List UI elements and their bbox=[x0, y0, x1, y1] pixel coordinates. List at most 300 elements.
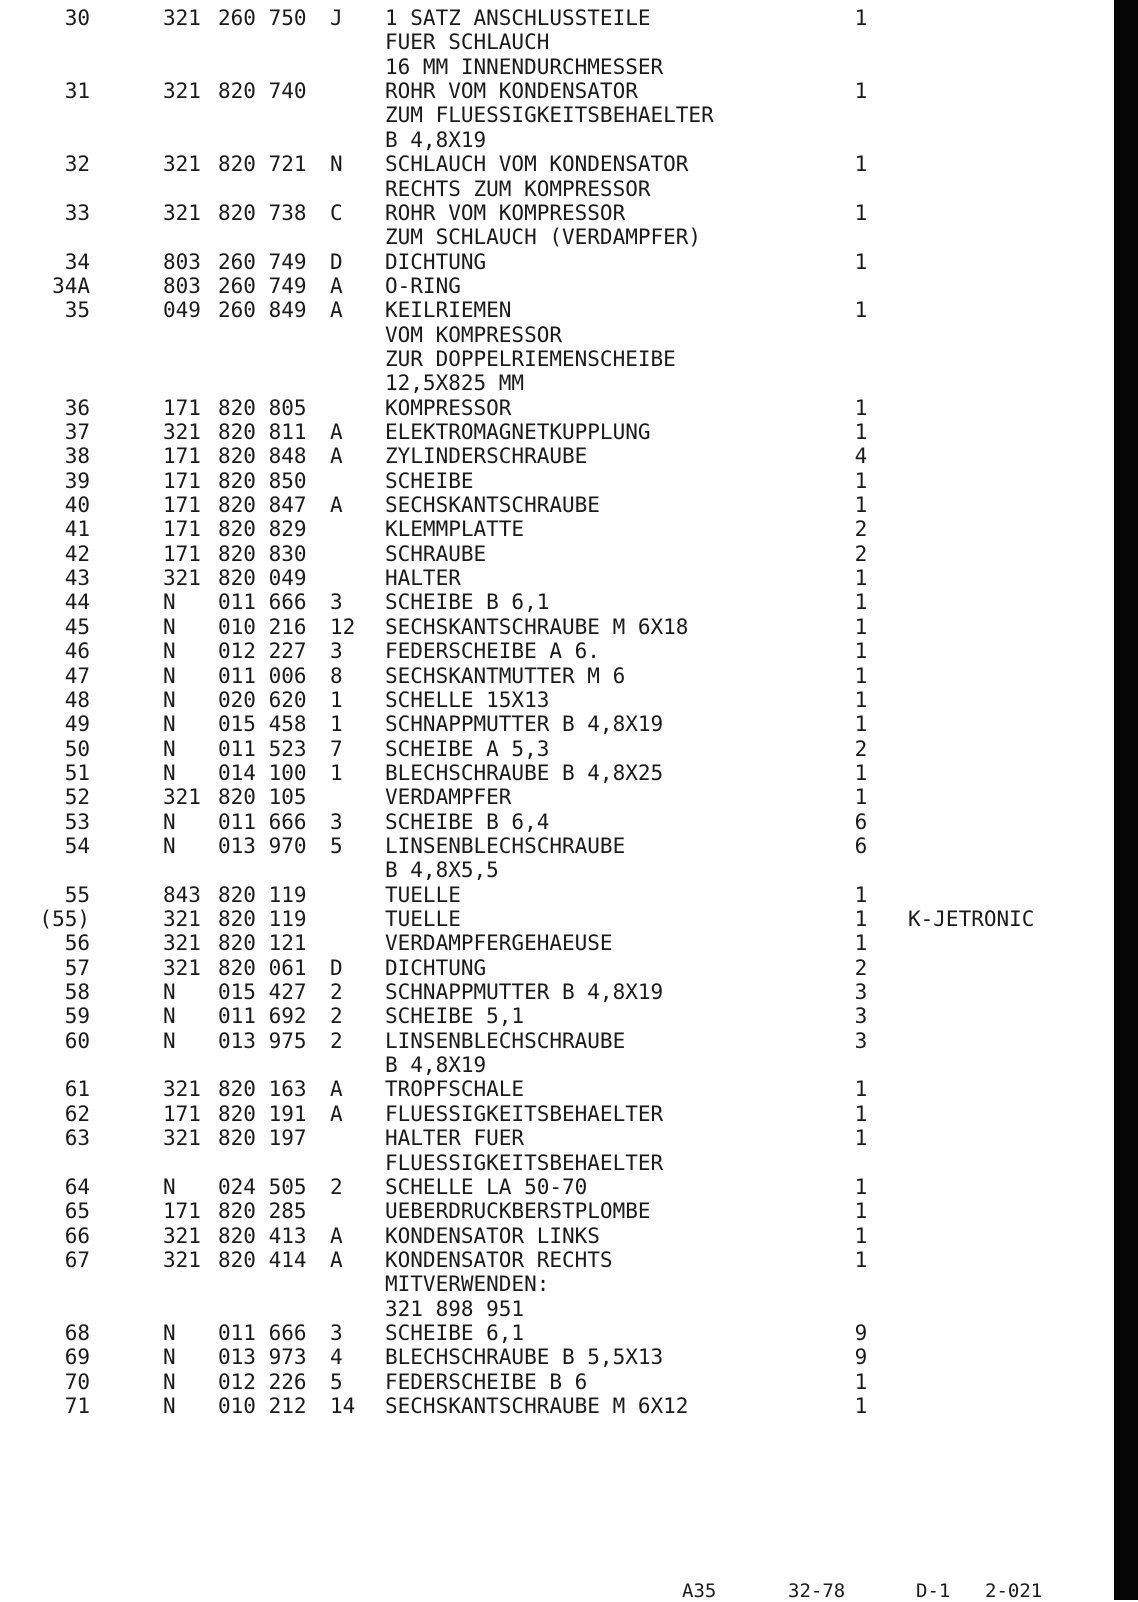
part-number: 820 285 bbox=[218, 1199, 307, 1224]
quantity: 6 bbox=[854, 833, 868, 858]
parts-row bbox=[0, 1029, 1114, 1053]
part-index: 5 bbox=[330, 833, 343, 858]
part-prefix: 321 bbox=[163, 566, 201, 591]
description: VERDAMPFER bbox=[385, 785, 512, 810]
parts-row bbox=[0, 6, 1114, 30]
part-number: 820 105 bbox=[218, 785, 307, 810]
parts-row bbox=[0, 785, 1114, 809]
quantity: 3 bbox=[854, 1028, 868, 1053]
parts-row bbox=[0, 323, 1114, 347]
part-index: 7 bbox=[330, 736, 343, 761]
position-number: 50 bbox=[64, 736, 90, 761]
quantity: 1 bbox=[854, 590, 868, 615]
part-prefix: 171 bbox=[163, 517, 201, 542]
part-prefix: 321 bbox=[163, 79, 201, 104]
description: SCHEIBE bbox=[385, 468, 474, 493]
part-index: J bbox=[330, 6, 343, 30]
description: TUELLE bbox=[385, 907, 461, 931]
description: ROHR VOM KOMPRESSOR bbox=[385, 200, 626, 225]
part-number: 020 620 bbox=[218, 687, 307, 712]
part-number: 014 100 bbox=[218, 760, 307, 785]
quantity: 1 bbox=[854, 152, 868, 177]
description: FUER SCHLAUCH bbox=[385, 30, 550, 55]
description: SCHEIBE B 6,1 bbox=[385, 590, 550, 615]
parts-row bbox=[0, 79, 1114, 103]
description: KOMPRESSOR bbox=[385, 395, 512, 420]
parts-row bbox=[0, 834, 1114, 858]
parts-row bbox=[0, 566, 1114, 590]
part-prefix: 843 bbox=[163, 882, 201, 907]
part-prefix: 803 bbox=[163, 249, 201, 274]
parts-row bbox=[0, 298, 1114, 322]
part-number: 820 119 bbox=[218, 882, 307, 907]
parts-row bbox=[0, 177, 1114, 201]
part-prefix: 171 bbox=[163, 493, 201, 517]
quantity: 1 bbox=[854, 1174, 868, 1199]
quantity: 1 bbox=[854, 639, 868, 664]
description: LINSENBLECHSCHRAUBE bbox=[385, 1028, 626, 1053]
part-number: 820 830 bbox=[218, 541, 307, 566]
description: ZUM FLUESSIGKEITSBEHAELTER bbox=[385, 103, 714, 128]
part-number: 012 226 bbox=[218, 1369, 307, 1394]
position-number: 46 bbox=[64, 639, 90, 664]
quantity: 1 bbox=[854, 931, 868, 956]
description: DICHTUNG bbox=[385, 955, 487, 980]
part-index: D bbox=[330, 955, 343, 980]
parts-row bbox=[0, 1199, 1114, 1223]
position-number: 61 bbox=[64, 1077, 90, 1102]
parts-row bbox=[0, 931, 1114, 955]
description: SCHRAUBE bbox=[385, 541, 487, 566]
description: 16 MM INNENDURCHMESSER bbox=[385, 54, 664, 79]
position-number: 37 bbox=[64, 420, 90, 444]
quantity: 3 bbox=[854, 980, 868, 1004]
parts-row bbox=[0, 1077, 1114, 1101]
quantity: 1 bbox=[854, 200, 868, 225]
description: SCHNAPPMUTTER B 4,8X19 bbox=[385, 712, 664, 737]
parts-row bbox=[0, 1370, 1114, 1394]
footer-ref: 2-021 bbox=[985, 1580, 1043, 1602]
description: SECHSKANTSCHRAUBE M 6X18 bbox=[385, 614, 689, 639]
description: VOM KOMPRESSOR bbox=[385, 322, 563, 347]
description: 321 898 951 bbox=[385, 1296, 525, 1321]
part-number: 820 848 bbox=[218, 444, 307, 469]
part-prefix: 803 bbox=[163, 273, 201, 298]
position-number: 33 bbox=[64, 200, 90, 225]
part-index: A bbox=[330, 1223, 343, 1248]
part-number: 260 749 bbox=[218, 273, 307, 298]
parts-row bbox=[0, 1345, 1114, 1369]
parts-row bbox=[0, 1248, 1114, 1272]
part-index: A bbox=[330, 420, 343, 444]
description: HALTER FUER bbox=[385, 1126, 525, 1151]
part-number: 011 666 bbox=[218, 809, 307, 834]
part-index: 5 bbox=[330, 1369, 343, 1394]
parts-row bbox=[0, 55, 1114, 79]
part-prefix: 321 bbox=[163, 152, 201, 177]
part-number: 260 749 bbox=[218, 249, 307, 274]
part-prefix: N bbox=[163, 1028, 176, 1053]
quantity: 1 bbox=[854, 907, 868, 931]
position-number: (55) bbox=[39, 907, 90, 931]
parts-row bbox=[0, 590, 1114, 614]
quantity: 1 bbox=[854, 1077, 868, 1102]
parts-row bbox=[0, 810, 1114, 834]
description: ELEKTROMAGNETKUPPLUNG bbox=[385, 420, 651, 444]
part-index: A bbox=[330, 298, 343, 323]
position-number: 31 bbox=[64, 79, 90, 104]
part-prefix: 171 bbox=[163, 444, 201, 469]
description: B 4,8X19 bbox=[385, 1053, 487, 1077]
part-number: 820 197 bbox=[218, 1126, 307, 1151]
parts-row bbox=[0, 347, 1114, 371]
part-prefix: 321 bbox=[163, 1126, 201, 1151]
quantity: 2 bbox=[854, 955, 868, 980]
description: KEILRIEMEN bbox=[385, 298, 512, 323]
part-number: 820 413 bbox=[218, 1223, 307, 1248]
part-prefix: N bbox=[163, 663, 176, 688]
parts-row bbox=[0, 274, 1114, 298]
parts-row bbox=[0, 128, 1114, 152]
parts-row bbox=[0, 1126, 1114, 1150]
part-index: 3 bbox=[330, 590, 343, 615]
part-index: A bbox=[330, 1101, 343, 1126]
part-prefix: 321 bbox=[163, 931, 201, 956]
part-prefix: N bbox=[163, 1394, 176, 1418]
part-prefix: N bbox=[163, 1174, 176, 1199]
part-prefix: 321 bbox=[163, 1223, 201, 1248]
part-index: 4 bbox=[330, 1345, 343, 1370]
parts-row bbox=[0, 152, 1114, 176]
description: VERDAMPFERGEHAEUSE bbox=[385, 931, 613, 956]
position-number: 35 bbox=[64, 298, 90, 323]
quantity: 1 bbox=[854, 712, 868, 737]
quantity: 1 bbox=[854, 1369, 868, 1394]
position-number: 53 bbox=[64, 809, 90, 834]
description: HALTER bbox=[385, 566, 461, 591]
part-prefix: 321 bbox=[163, 1247, 201, 1272]
position-number: 67 bbox=[64, 1247, 90, 1272]
part-number: 011 523 bbox=[218, 736, 307, 761]
quantity: 1 bbox=[854, 420, 868, 444]
parts-row bbox=[0, 688, 1114, 712]
part-index: 2 bbox=[330, 1004, 343, 1029]
parts-row bbox=[0, 250, 1114, 274]
description: BLECHSCHRAUBE B 5,5X13 bbox=[385, 1345, 664, 1370]
description: SCHEIBE A 5,3 bbox=[385, 736, 550, 761]
parts-row bbox=[0, 1175, 1114, 1199]
description: 12,5X825 MM bbox=[385, 371, 525, 396]
part-prefix: 171 bbox=[163, 468, 201, 493]
description: KLEMMPLATTE bbox=[385, 517, 525, 542]
remark: K-JETRONIC bbox=[908, 907, 1035, 931]
part-number: 011 666 bbox=[218, 590, 307, 615]
position-number: 38 bbox=[64, 444, 90, 469]
quantity: 3 bbox=[854, 1004, 868, 1029]
part-index: 8 bbox=[330, 663, 343, 688]
part-prefix: 321 bbox=[163, 6, 201, 30]
part-prefix: N bbox=[163, 1320, 176, 1345]
part-number: 260 750 bbox=[218, 6, 307, 30]
description: SCHELLE 15X13 bbox=[385, 687, 550, 712]
description: SECHSKANTSCHRAUBE bbox=[385, 493, 600, 517]
part-number: 013 973 bbox=[218, 1345, 307, 1370]
parts-row bbox=[0, 1394, 1114, 1418]
part-number: 015 427 bbox=[218, 980, 307, 1004]
parts-row bbox=[0, 1224, 1114, 1248]
part-index: 3 bbox=[330, 639, 343, 664]
part-number: 820 061 bbox=[218, 955, 307, 980]
quantity: 1 bbox=[854, 1101, 868, 1126]
description: RECHTS ZUM KOMPRESSOR bbox=[385, 176, 651, 201]
part-number: 820 414 bbox=[218, 1247, 307, 1272]
scan-edge bbox=[1114, 0, 1138, 1600]
position-number: 42 bbox=[64, 541, 90, 566]
quantity: 2 bbox=[854, 517, 868, 542]
position-number: 45 bbox=[64, 614, 90, 639]
part-number: 820 191 bbox=[218, 1101, 307, 1126]
part-index: D bbox=[330, 249, 343, 274]
quantity: 1 bbox=[854, 395, 868, 420]
part-number: 820 121 bbox=[218, 931, 307, 956]
part-number: 012 227 bbox=[218, 639, 307, 664]
parts-row bbox=[0, 517, 1114, 541]
position-number: 70 bbox=[64, 1369, 90, 1394]
parts-row bbox=[0, 1297, 1114, 1321]
position-number: 40 bbox=[64, 493, 90, 517]
part-prefix: N bbox=[163, 639, 176, 664]
quantity: 9 bbox=[854, 1320, 868, 1345]
quantity: 6 bbox=[854, 809, 868, 834]
part-number: 820 847 bbox=[218, 493, 307, 517]
quantity: 1 bbox=[854, 785, 868, 810]
description: SCHEIBE 6,1 bbox=[385, 1320, 525, 1345]
part-number: 011 666 bbox=[218, 1320, 307, 1345]
part-prefix: N bbox=[163, 712, 176, 737]
description: TROPFSCHALE bbox=[385, 1077, 525, 1102]
description: SCHNAPPMUTTER B 4,8X19 bbox=[385, 980, 664, 1004]
position-number: 49 bbox=[64, 712, 90, 737]
parts-row bbox=[0, 737, 1114, 761]
part-number: 820 721 bbox=[218, 152, 307, 177]
description: BLECHSCHRAUBE B 4,8X25 bbox=[385, 760, 664, 785]
part-prefix: N bbox=[163, 687, 176, 712]
part-number: 820 740 bbox=[218, 79, 307, 104]
footer-date: 32-78 bbox=[788, 1580, 846, 1602]
part-prefix: N bbox=[163, 614, 176, 639]
part-prefix: N bbox=[163, 590, 176, 615]
part-index: C bbox=[330, 200, 343, 225]
quantity: 1 bbox=[854, 468, 868, 493]
position-number: 58 bbox=[64, 980, 90, 1004]
parts-row bbox=[0, 493, 1114, 517]
part-index: 1 bbox=[330, 687, 343, 712]
part-number: 820 119 bbox=[218, 907, 307, 931]
description: TUELLE bbox=[385, 882, 461, 907]
part-number: 013 975 bbox=[218, 1028, 307, 1053]
description: B 4,8X19 bbox=[385, 127, 487, 152]
description: FLUESSIGKEITSBEHAELTER bbox=[385, 1101, 664, 1126]
quantity: 1 bbox=[854, 79, 868, 104]
quantity: 1 bbox=[854, 6, 868, 30]
quantity: 2 bbox=[854, 541, 868, 566]
part-number: 011 692 bbox=[218, 1004, 307, 1029]
parts-row bbox=[0, 103, 1114, 127]
position-number: 56 bbox=[64, 931, 90, 956]
part-index: A bbox=[330, 444, 343, 469]
position-number: 48 bbox=[64, 687, 90, 712]
part-index: 2 bbox=[330, 1028, 343, 1053]
part-number: 820 805 bbox=[218, 395, 307, 420]
quantity: 1 bbox=[854, 663, 868, 688]
parts-row bbox=[0, 542, 1114, 566]
quantity: 1 bbox=[854, 493, 868, 517]
description: ZUR DOPPELRIEMENSCHEIBE bbox=[385, 346, 676, 371]
part-index: 12 bbox=[330, 614, 356, 639]
parts-row bbox=[0, 469, 1114, 493]
part-number: 024 505 bbox=[218, 1174, 307, 1199]
description: ROHR VOM KONDENSATOR bbox=[385, 79, 638, 104]
position-number: 32 bbox=[64, 152, 90, 177]
part-prefix: 171 bbox=[163, 1101, 201, 1126]
part-number: 820 738 bbox=[218, 200, 307, 225]
part-prefix: 321 bbox=[163, 907, 201, 931]
part-prefix: N bbox=[163, 833, 176, 858]
parts-row bbox=[0, 225, 1114, 249]
part-prefix: 321 bbox=[163, 420, 201, 444]
parts-row bbox=[0, 907, 1114, 931]
description: LINSENBLECHSCHRAUBE bbox=[385, 833, 626, 858]
parts-row bbox=[0, 396, 1114, 420]
quantity: 1 bbox=[854, 1126, 868, 1151]
position-number: 30 bbox=[64, 6, 90, 30]
description: O-RING bbox=[385, 273, 461, 298]
parts-row bbox=[0, 1004, 1114, 1028]
description: SECHSKANTSCHRAUBE M 6X12 bbox=[385, 1394, 689, 1418]
parts-row bbox=[0, 858, 1114, 882]
part-prefix: 321 bbox=[163, 785, 201, 810]
footer-code: D-1 bbox=[916, 1580, 951, 1602]
description: SCHLAUCH VOM KONDENSATOR bbox=[385, 152, 689, 177]
position-number: 41 bbox=[64, 517, 90, 542]
parts-row bbox=[0, 444, 1114, 468]
position-number: 47 bbox=[64, 663, 90, 688]
description: FLUESSIGKEITSBEHAELTER bbox=[385, 1150, 664, 1175]
position-number: 34 bbox=[64, 249, 90, 274]
description: B 4,8X5,5 bbox=[385, 858, 499, 883]
description: SECHSKANTMUTTER M 6 bbox=[385, 663, 626, 688]
position-number: 54 bbox=[64, 833, 90, 858]
position-number: 65 bbox=[64, 1199, 90, 1224]
part-index: 2 bbox=[330, 1174, 343, 1199]
description: ZYLINDERSCHRAUBE bbox=[385, 444, 588, 469]
description: ZUM SCHLAUCH (VERDAMPFER) bbox=[385, 225, 702, 250]
quantity: 1 bbox=[854, 1247, 868, 1272]
quantity: 4 bbox=[854, 444, 868, 469]
part-prefix: N bbox=[163, 980, 176, 1004]
part-prefix: N bbox=[163, 809, 176, 834]
quantity: 1 bbox=[854, 1199, 868, 1224]
quantity: 1 bbox=[854, 249, 868, 274]
position-number: 57 bbox=[64, 955, 90, 980]
description: UEBERDRUCKBERSTPLOMBE bbox=[385, 1199, 651, 1224]
part-prefix: N bbox=[163, 760, 176, 785]
parts-row bbox=[0, 30, 1114, 54]
position-number: 39 bbox=[64, 468, 90, 493]
parts-row bbox=[0, 1151, 1114, 1175]
position-number: 55 bbox=[64, 882, 90, 907]
position-number: 44 bbox=[64, 590, 90, 615]
part-prefix: N bbox=[163, 1369, 176, 1394]
description: MITVERWENDEN: bbox=[385, 1272, 550, 1297]
parts-row bbox=[0, 1102, 1114, 1126]
part-index: 3 bbox=[330, 1320, 343, 1345]
position-number: 71 bbox=[64, 1394, 90, 1418]
position-number: 59 bbox=[64, 1004, 90, 1029]
position-number: 66 bbox=[64, 1223, 90, 1248]
position-number: 34A bbox=[52, 273, 90, 298]
position-number: 64 bbox=[64, 1174, 90, 1199]
description: SCHEIBE B 6,4 bbox=[385, 809, 550, 834]
part-index: 14 bbox=[330, 1394, 356, 1418]
part-prefix: 171 bbox=[163, 1199, 201, 1224]
description: KONDENSATOR RECHTS bbox=[385, 1247, 613, 1272]
parts-row bbox=[0, 201, 1114, 225]
part-prefix: 171 bbox=[163, 395, 201, 420]
part-number: 010 216 bbox=[218, 614, 307, 639]
part-index: A bbox=[330, 493, 343, 517]
position-number: 43 bbox=[64, 566, 90, 591]
position-number: 52 bbox=[64, 785, 90, 810]
part-index: A bbox=[330, 1077, 343, 1102]
quantity: 1 bbox=[854, 1223, 868, 1248]
description: SCHEIBE 5,1 bbox=[385, 1004, 525, 1029]
parts-row bbox=[0, 420, 1114, 444]
position-number: 68 bbox=[64, 1320, 90, 1345]
part-prefix: N bbox=[163, 1004, 176, 1029]
parts-row bbox=[0, 639, 1114, 663]
description: KONDENSATOR LINKS bbox=[385, 1223, 600, 1248]
part-prefix: 171 bbox=[163, 541, 201, 566]
quantity: 1 bbox=[854, 566, 868, 591]
parts-row bbox=[0, 761, 1114, 785]
part-number: 820 049 bbox=[218, 566, 307, 591]
parts-row bbox=[0, 615, 1114, 639]
quantity: 1 bbox=[854, 882, 868, 907]
part-index: 1 bbox=[330, 760, 343, 785]
part-number: 260 849 bbox=[218, 298, 307, 323]
parts-row bbox=[0, 1053, 1114, 1077]
part-prefix: N bbox=[163, 736, 176, 761]
part-prefix: N bbox=[163, 1345, 176, 1370]
quantity: 2 bbox=[854, 736, 868, 761]
part-index: A bbox=[330, 1247, 343, 1272]
parts-row bbox=[0, 371, 1114, 395]
position-number: 36 bbox=[64, 395, 90, 420]
part-prefix: 049 bbox=[163, 298, 201, 323]
part-index: 1 bbox=[330, 712, 343, 737]
quantity: 1 bbox=[854, 1394, 868, 1418]
part-prefix: 321 bbox=[163, 1077, 201, 1102]
parts-row bbox=[0, 956, 1114, 980]
parts-row bbox=[0, 664, 1114, 688]
parts-row bbox=[0, 1321, 1114, 1345]
part-number: 015 458 bbox=[218, 712, 307, 737]
part-index: N bbox=[330, 152, 343, 177]
part-number: 820 811 bbox=[218, 420, 307, 444]
description: SCHELLE LA 50-70 bbox=[385, 1174, 588, 1199]
quantity: 9 bbox=[854, 1345, 868, 1370]
